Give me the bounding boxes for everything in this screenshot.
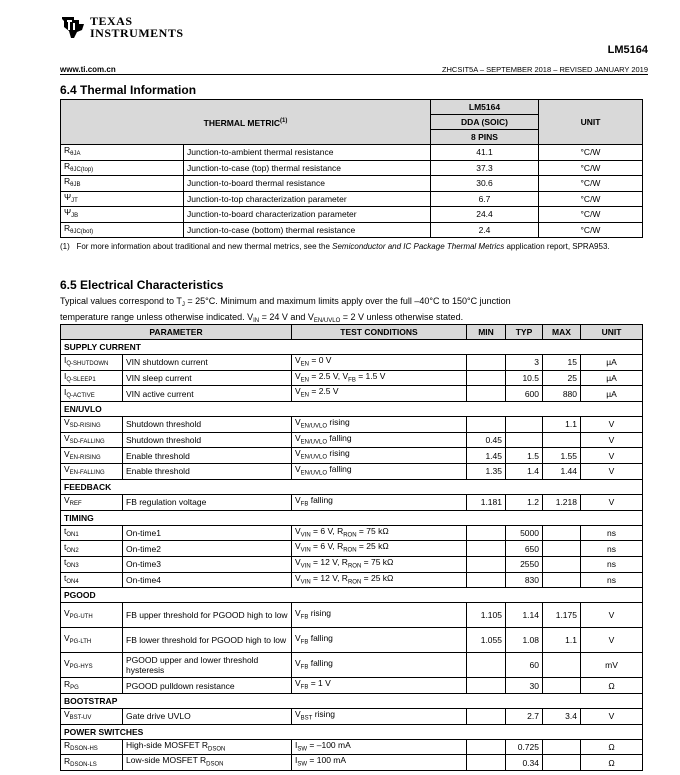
unit-value: V: [581, 603, 643, 628]
thermal-unit: °C/W: [539, 176, 643, 192]
test-condition: $I_{SW} = -100$ mA: [292, 739, 467, 755]
min-value: [467, 556, 506, 572]
min-value: [467, 525, 506, 541]
group-header-row: [61, 724, 643, 739]
typ-value: 5000: [506, 525, 543, 541]
parameter-row: [61, 355, 643, 371]
typ-value: 830: [506, 572, 543, 588]
thermal-row: [61, 160, 643, 176]
test-condition: $V_{BST}$ rising: [292, 708, 467, 724]
thermal-symbol: $\Psi_{JT}$: [61, 191, 184, 207]
document-id: ZHCSIT5A – SEPTEMBER 2018 – REVISED JANUARY 2019: [441, 65, 648, 74]
thermal-symbol: $R_{\theta JA}$: [61, 145, 184, 161]
max-value: 1.1: [543, 417, 581, 433]
param-description: PGOOD pulldown resistance: [123, 678, 292, 694]
thermal-row: [61, 207, 643, 223]
max-value: [543, 653, 581, 678]
param-description: VIN active current: [123, 386, 292, 402]
pins-header: 8 PINS: [431, 130, 539, 145]
param-description: FB lower threshold for PGOOD high to low: [123, 628, 292, 653]
test-condition: $V_{FB}$ falling: [292, 628, 467, 653]
max-value: 15: [543, 355, 581, 371]
thermal-unit: °C/W: [539, 207, 643, 223]
electrical-intro: Typical values correspond to $T_J = 25^\circ C$. Minimum and maximum limits apply over the full –40°C to 150°C junction temperature range unless otherwise indicated. $V_{IN} = 24$ V and $V_{EN/UVLO} = 2$ V unless otherwise stated.: [60, 296, 511, 324]
thermal-description: Junction-to-board thermal resistance: [184, 176, 431, 192]
group-name: PGOOD: [61, 588, 643, 603]
test-condition: $V_{FB}$ rising: [292, 603, 467, 628]
param-symbol: $I_{Q-SLEEP1}$: [61, 370, 123, 386]
group-header-row: [61, 340, 643, 355]
param-description: VIN shutdown current: [123, 355, 292, 371]
parameter-row: [61, 386, 643, 402]
typ-value: 1.14: [506, 603, 543, 628]
typ-value: 1.08: [506, 628, 543, 653]
max-value: 1.175: [543, 603, 581, 628]
thermal-metric-header: THERMAL METRIC$^{(1)}$: [61, 100, 431, 145]
parameter-row: [61, 603, 643, 628]
min-value: [467, 386, 506, 402]
typ-value: 30: [506, 678, 543, 694]
cond-header: TEST CONDITIONS: [292, 325, 467, 340]
unit-value: ns: [581, 541, 643, 557]
typ-value: 1.4: [506, 464, 543, 480]
max-value: 1.44: [543, 464, 581, 480]
footnote-link[interactable]: Semiconductor and IC Package Thermal Metrics: [332, 242, 505, 251]
param-description: Shutdown threshold: [123, 417, 292, 433]
thermal-symbol: $R_{\theta JB}$: [61, 176, 184, 192]
param-description: VIN sleep current: [123, 370, 292, 386]
param-header: PARAMETER: [61, 325, 292, 340]
thermal-description: Junction-to-top characterization parameter: [184, 191, 431, 207]
parameter-row: [61, 572, 643, 588]
typ-value: 600: [506, 386, 543, 402]
unit-value: V: [581, 628, 643, 653]
unit-value: ns: [581, 572, 643, 588]
param-symbol: $V_{PG-LTH}$: [61, 628, 123, 653]
thermal-value: 41.1: [431, 145, 539, 161]
parameter-row: [61, 432, 643, 448]
typ-value: 1.2: [506, 494, 543, 510]
max-value: [543, 525, 581, 541]
typ-value: 60: [506, 653, 543, 678]
unit-value: mV: [581, 653, 643, 678]
typ-value: [506, 432, 543, 448]
min-header: MIN: [467, 325, 506, 340]
param-symbol: $t_{ON1}$: [61, 525, 123, 541]
param-description: Enable threshold: [123, 464, 292, 480]
param-symbol: $I_{Q-SHUTDOWN}$: [61, 355, 123, 371]
typ-value: 10.5: [506, 370, 543, 386]
group-header-row: [61, 402, 643, 417]
parameter-row: [61, 417, 643, 433]
param-symbol: $t_{ON2}$: [61, 541, 123, 557]
unit-value: µA: [581, 386, 643, 402]
max-value: 25: [543, 370, 581, 386]
group-name: SUPPLY CURRENT: [61, 340, 643, 355]
param-description: Low-side MOSFET $R_{DSON}$: [123, 755, 292, 771]
test-condition: $V_{VIN} = 12$ V, $R_{RON} = 75$ kΩ: [292, 556, 467, 572]
min-value: [467, 653, 506, 678]
param-description: On-time1: [123, 525, 292, 541]
param-symbol: $V_{EN-FALLING}$: [61, 464, 123, 480]
thermal-description: Junction-to-case (bottom) thermal resistance: [184, 222, 431, 238]
unit-value: V: [581, 708, 643, 724]
param-description: PGOOD upper and lower threshold hysteresis: [123, 653, 292, 678]
param-description: FB upper threshold for PGOOD high to low: [123, 603, 292, 628]
thermal-description: Junction-to-case (top) thermal resistance: [184, 160, 431, 176]
min-value: [467, 755, 506, 771]
typ-value: 3: [506, 355, 543, 371]
param-symbol: $V_{BST-UV}$: [61, 708, 123, 724]
param-description: On-time3: [123, 556, 292, 572]
typ-value: 2550: [506, 556, 543, 572]
param-symbol: $t_{ON4}$: [61, 572, 123, 588]
typ-value: 0.725: [506, 739, 543, 755]
test-condition: $V_{EN/UVLO}$ falling: [292, 432, 467, 448]
param-symbol: $R_{DSON-HS}$: [61, 739, 123, 755]
min-value: [467, 355, 506, 371]
max-value: [543, 432, 581, 448]
group-header-row: [61, 588, 643, 603]
thermal-section-title: 6.4 Thermal Information: [60, 83, 197, 97]
max-value: [543, 556, 581, 572]
test-condition: $V_{EN/UVLO}$ rising: [292, 448, 467, 464]
parameter-row: [61, 628, 643, 653]
unit-value: V: [581, 494, 643, 510]
max-value: [543, 755, 581, 771]
unit-value: V: [581, 464, 643, 480]
parameter-row: [61, 739, 643, 755]
test-condition: $I_{SW} = 100$ mA: [292, 755, 467, 771]
thermal-unit: °C/W: [539, 222, 643, 238]
min-value: 1.45: [467, 448, 506, 464]
param-symbol: $V_{SD-FALLING}$: [61, 432, 123, 448]
thermal-table: [60, 99, 643, 238]
site-url[interactable]: www.ti.com.cn: [60, 65, 116, 74]
test-condition: $V_{FB}$ falling: [292, 653, 467, 678]
page-header: [60, 14, 648, 76]
min-value: 1.105: [467, 603, 506, 628]
param-symbol: $V_{EN-RISING}$: [61, 448, 123, 464]
thermal-value: 2.4: [431, 222, 539, 238]
param-symbol: $V_{SD-RISING}$: [61, 417, 123, 433]
unit-value: Ω: [581, 755, 643, 771]
ti-logo: [60, 14, 184, 40]
param-description: Enable threshold: [123, 448, 292, 464]
param-description: FB regulation voltage: [123, 494, 292, 510]
unit-value: Ω: [581, 678, 643, 694]
max-value: [543, 541, 581, 557]
param-symbol: $V_{REF}$: [61, 494, 123, 510]
parameter-row: [61, 653, 643, 678]
unit-value: V: [581, 417, 643, 433]
unit-value: V: [581, 448, 643, 464]
unit-value: µA: [581, 355, 643, 371]
electrical-section-title: 6.5 Electrical Characteristics: [60, 278, 224, 292]
typ-header: TYP: [506, 325, 543, 340]
group-name: EN/UVLO: [61, 402, 643, 417]
max-value: 880: [543, 386, 581, 402]
min-value: 0.45: [467, 432, 506, 448]
thermal-value: 30.6: [431, 176, 539, 192]
group-header-row: [61, 479, 643, 494]
thermal-row: [61, 145, 643, 161]
max-header: MAX: [543, 325, 581, 340]
thermal-row: [61, 191, 643, 207]
group-name: TIMING: [61, 510, 643, 525]
test-condition: $V_{VIN} = 12$ V, $R_{RON} = 25$ kΩ: [292, 572, 467, 588]
unit-value: µA: [581, 370, 643, 386]
parameter-row: [61, 370, 643, 386]
max-value: 1.1: [543, 628, 581, 653]
thermal-symbol: $R_{\theta JC(top)}$: [61, 160, 184, 176]
thermal-symbol: $\Psi_{JB}$: [61, 207, 184, 223]
param-symbol: $R_{DSON-LS}$: [61, 755, 123, 771]
param-description: On-time2: [123, 541, 292, 557]
thermal-unit: °C/W: [539, 191, 643, 207]
typ-value: [506, 417, 543, 433]
min-value: [467, 417, 506, 433]
min-value: 1.35: [467, 464, 506, 480]
thermal-description: Junction-to-board characterization parameter: [184, 207, 431, 223]
company-name-line2: INSTRUMENTS: [90, 26, 184, 40]
group-name: POWER SWITCHES: [61, 724, 643, 739]
param-description: On-time4: [123, 572, 292, 588]
param-symbol: $t_{ON3}$: [61, 556, 123, 572]
thermal-footnote: (1) For more information about traditional and new thermal metrics, see the Semiconductor and IC Package Thermal Metrics application report, SPRA953.: [60, 242, 610, 251]
group-header-row: [61, 510, 643, 525]
typ-value: 650: [506, 541, 543, 557]
parameter-row: [61, 448, 643, 464]
company-name-line1: TEXAS: [90, 14, 133, 28]
test-condition: $V_{FB}$ falling: [292, 494, 467, 510]
thermal-unit: °C/W: [539, 160, 643, 176]
param-description: Gate drive UVLO: [123, 708, 292, 724]
parameter-row: [61, 755, 643, 771]
unit-header: UNIT: [581, 325, 643, 340]
test-condition: $V_{VIN} = 6$ V, $R_{RON} = 75$ kΩ: [292, 525, 467, 541]
ti-logo-icon: [60, 14, 86, 40]
parameter-row: [61, 525, 643, 541]
group-name: BOOTSTRAP: [61, 693, 643, 708]
test-condition: $V_{EN} = 2.5$ V, $V_{FB} = 1.5$ V: [292, 370, 467, 386]
param-description: High-side MOSFET $R_{DSON}$: [123, 739, 292, 755]
typ-value: 1.5: [506, 448, 543, 464]
min-value: [467, 370, 506, 386]
param-symbol: $V_{PG-HYS}$: [61, 653, 123, 678]
parameter-row: [61, 678, 643, 694]
min-value: [467, 572, 506, 588]
max-value: 3.4: [543, 708, 581, 724]
test-condition: $V_{EN/UVLO}$ falling: [292, 464, 467, 480]
unit-value: ns: [581, 525, 643, 541]
thermal-symbol: $R_{\theta JC(bot)}$: [61, 222, 184, 238]
unit-value: V: [581, 432, 643, 448]
group-header-row: [61, 693, 643, 708]
max-value: [543, 572, 581, 588]
header-rule: [60, 74, 648, 75]
electrical-table: [60, 324, 643, 771]
part-number: LM5164: [607, 44, 648, 56]
param-symbol: $V_{PG-UTH}$: [61, 603, 123, 628]
param-description: Shutdown threshold: [123, 432, 292, 448]
test-condition: $V_{EN} = 0$ V: [292, 355, 467, 371]
thermal-row: [61, 176, 643, 192]
group-name: FEEDBACK: [61, 479, 643, 494]
min-value: [467, 708, 506, 724]
parameter-row: [61, 464, 643, 480]
test-condition: $V_{FB} = 1$ V: [292, 678, 467, 694]
max-value: [543, 739, 581, 755]
thermal-value: 6.7: [431, 191, 539, 207]
min-value: [467, 541, 506, 557]
min-value: [467, 678, 506, 694]
thermal-row: [61, 222, 643, 238]
typ-value: 0.34: [506, 755, 543, 771]
device-header: LM5164: [431, 100, 539, 115]
typ-value: 2.7: [506, 708, 543, 724]
test-condition: $V_{EN} = 2.5$ V: [292, 386, 467, 402]
thermal-description: Junction-to-ambient thermal resistance: [184, 145, 431, 161]
thermal-value: 37.3: [431, 160, 539, 176]
unit-value: ns: [581, 556, 643, 572]
parameter-row: [61, 556, 643, 572]
min-value: [467, 739, 506, 755]
param-symbol: $R_{PG}$: [61, 678, 123, 694]
thermal-value: 24.4: [431, 207, 539, 223]
max-value: 1.218: [543, 494, 581, 510]
max-value: 1.55: [543, 448, 581, 464]
unit-header: UNIT: [539, 100, 643, 145]
min-value: 1.181: [467, 494, 506, 510]
thermal-unit: °C/W: [539, 145, 643, 161]
test-condition: $V_{EN/UVLO}$ rising: [292, 417, 467, 433]
max-value: [543, 678, 581, 694]
parameter-row: [61, 708, 643, 724]
parameter-row: [61, 494, 643, 510]
test-condition: $V_{VIN} = 6$ V, $R_{RON} = 25$ kΩ: [292, 541, 467, 557]
parameter-row: [61, 541, 643, 557]
unit-value: Ω: [581, 739, 643, 755]
param-symbol: $I_{Q-ACTIVE}$: [61, 386, 123, 402]
package-header: DDA (SOIC): [431, 115, 539, 130]
min-value: 1.055: [467, 628, 506, 653]
